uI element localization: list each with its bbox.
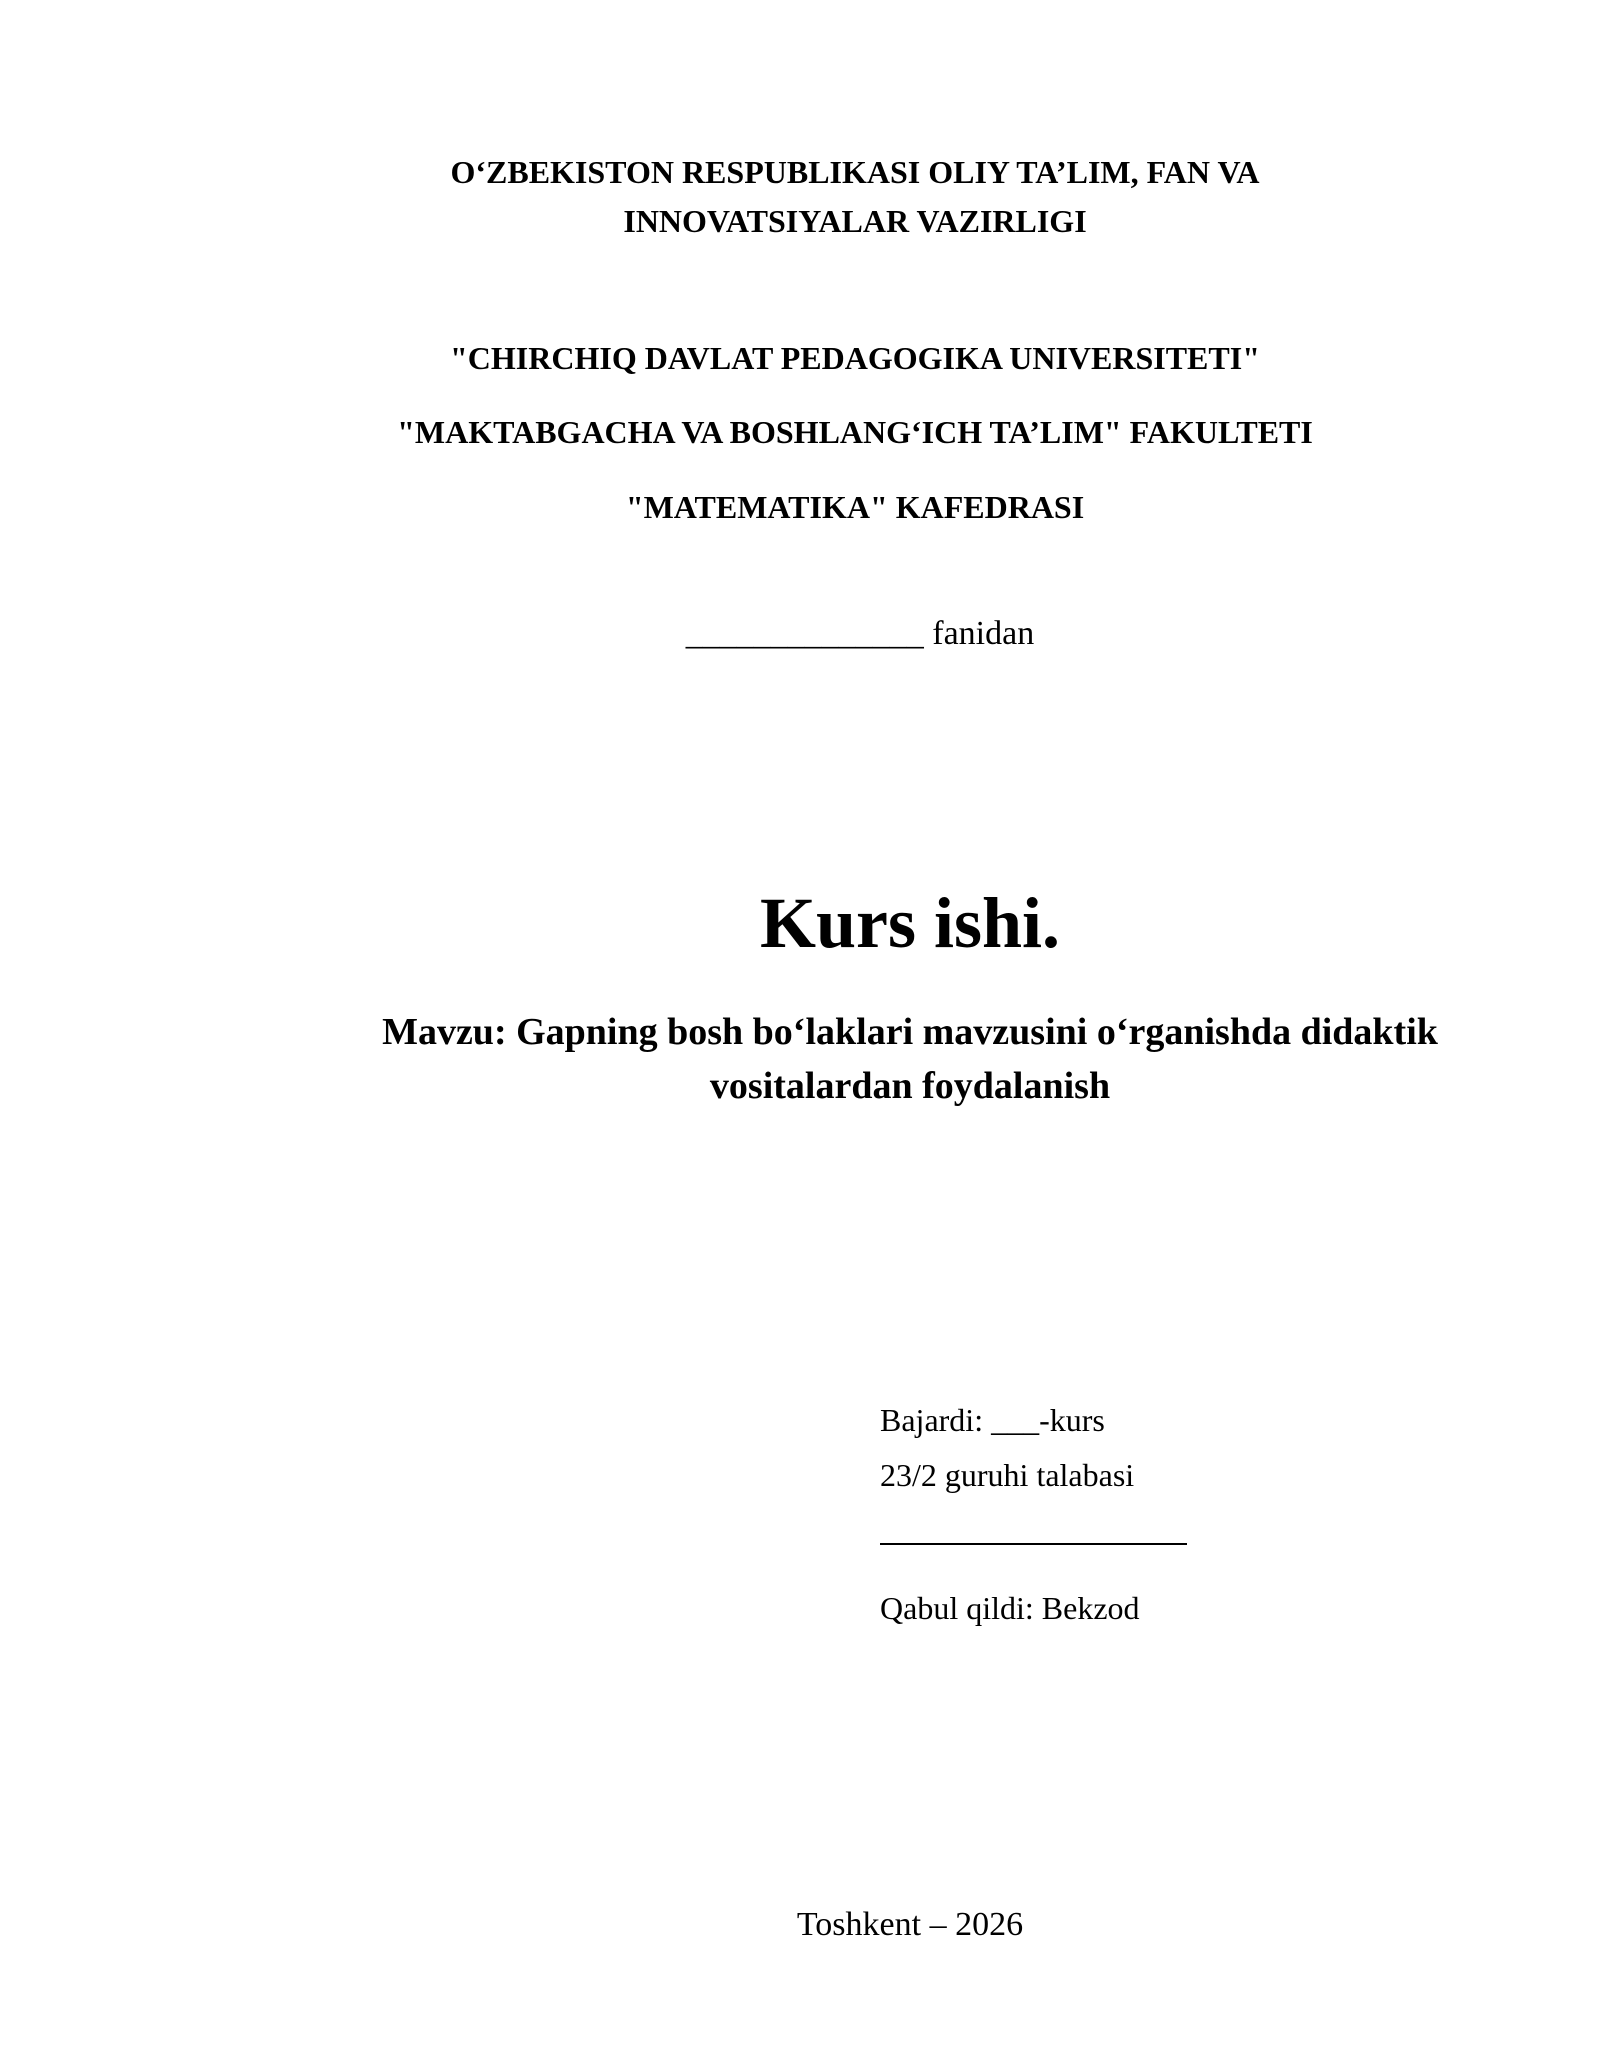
ministry-line-1: O‘ZBEKISTON RESPUBLIKASI OLIY TA’LIM, FAN VA bbox=[450, 154, 1260, 190]
department-name bbox=[0, 487, 1600, 527]
faculty-text: "MAKTABGACHA VA BOSHLANG‘ICH TA’LIM" FAKULTETI bbox=[397, 414, 1313, 450]
accepted-by: Qabul qildi: Bekzod bbox=[880, 1590, 1140, 1626]
faculty-name bbox=[0, 412, 1600, 452]
university-text: "CHIRCHIQ DAVLAT PEDAGOGIKA UNIVERSITETI" bbox=[450, 340, 1260, 376]
topic-heading bbox=[110, 1005, 1600, 1113]
ministry-heading bbox=[0, 148, 1600, 246]
document-title: Kurs ishi. bbox=[759, 883, 1061, 963]
subject-line bbox=[110, 614, 1600, 654]
done-by: Bajardi: ___-kurs bbox=[880, 1402, 1105, 1438]
ministry-line-2: INNOVATSIYALAR VAZIRLIGI bbox=[623, 203, 1087, 239]
student-group: 23/2 guruhi talabasi bbox=[880, 1457, 1135, 1493]
subject-blank: ______________ bbox=[685, 615, 924, 652]
signature-line bbox=[880, 1543, 1187, 1545]
topic-line-1: Mavzu: Gapning bosh bo‘laklari mavzusini o‘rganishda didaktik bbox=[382, 1011, 1438, 1053]
topic-line-2: vositalardan foydalanish bbox=[709, 1065, 1111, 1107]
city-year: Toshkent – 2026 bbox=[796, 1906, 1024, 1943]
subject-suffix: fanidan bbox=[923, 615, 1035, 652]
university-name bbox=[0, 338, 1600, 378]
department-text: "MATEMATIKA" KAFEDRASI bbox=[625, 489, 1085, 525]
